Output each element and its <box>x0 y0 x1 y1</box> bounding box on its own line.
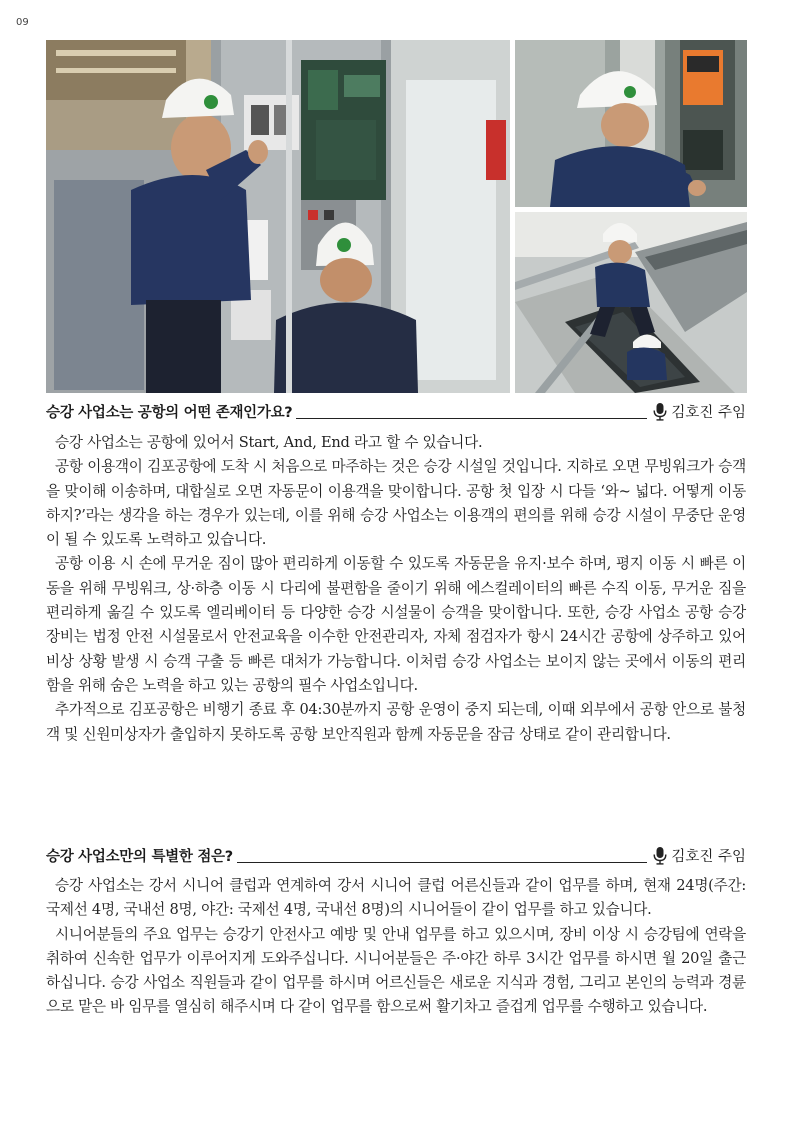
section-2-paragraph: 시니어분들의 주요 업무는 승강기 안전사고 예방 및 안내 업무를 하고 있으시며, 장비 이상 시 승강팀에 연락을 취하여 신속한 업무가 이루어지게 도와주십니다. 시니어분들은 주·야간 하루 3시간 업무를 하시면 월 20일 출근하십니다. 승강 사업소 직원들과 같이 업무를 하시며 어르신들은 새로운 지식과 경험, 그리고 본인의 능력과 경륜으로 맡은 바 임무를 열심히 해주시며 다 같이 업무를 함으로써 활기차고 즐겁게 업무를 수행하고 있습니다. <box>46 925 746 1016</box>
section-1-divider <box>296 418 647 419</box>
section-1-title: 승강 사업소는 공항의 어떤 존재인가요? <box>46 405 293 421</box>
section-1-paragraph: 승강 사업소는 공항에 있어서 Start, And, End 라고 할 수 있습니다. <box>55 434 483 451</box>
microphone-icon <box>653 846 667 865</box>
section-1-paragraph: 공항 이용객이 김포공항에 도착 시 처음으로 마주하는 것은 승강 시설일 것입니다. 지하로 오면 무빙워크가 승객을 맞이해 이송하며, 대합실로 오면 자동문이 이용객을 맞이합니다. 공항 첫 입장 시 다들 ‘와~ 넓다. 어떻게 이동하지?’라는 생각을 하는 경우가 있는데, 이를 위해 승강 사업소는 이용객의 편의를 위해 승강 시설이 무중단 운영이 될 수 있도록 노력하고 있습니다. <box>46 458 746 549</box>
microphone-icon <box>653 402 667 421</box>
page-number: 09 <box>16 17 29 28</box>
section-1-paragraph: 추가적으로 김포공항은 비행기 종료 후 04:30분까지 공항 운영이 중지 되는데, 이때 외부에서 공항 안으로 불청객 및 신원미상자가 출입하지 못하도록 공항 보안직원과 함께 자동문을 잠금 상태로 같이 관리합니다. <box>46 701 746 743</box>
section-1-body <box>46 431 746 747</box>
section-2-paragraph: 승강 사업소는 강서 시니어 클럽과 연계하여 강서 시니어 클럽 어른신들과 같이 업무를 하며, 현재 24명(주간: 국제선 4명, 국내선 8명, 야간: 국제선 4명, 국내선 8명)의 시니어들이 같이 업무를 하고 있습니다. <box>46 877 746 919</box>
section-2-author: 김호진 주임 <box>671 849 746 865</box>
section-2-divider <box>237 862 648 863</box>
photo-moving-walkway-pit <box>515 212 747 393</box>
section-2-header <box>46 842 746 866</box>
section-1-header <box>46 398 746 422</box>
section-2-body <box>46 874 746 1020</box>
section-1-author: 김호진 주임 <box>671 405 746 421</box>
photo-control-unit-inspection <box>515 40 747 207</box>
section-2-title: 승강 사업소만의 특별한 점은? <box>46 849 233 865</box>
photo-elevator-control-panel <box>46 40 510 393</box>
section-1-paragraph: 공항 이용 시 손에 무거운 짐이 많아 편리하게 이동할 수 있도록 자동문을 유지·보수 하며, 평지 이동 시 빠른 이동을 위해 무빙워크, 상·하층 이동 시 다리에 불편함을 줄이기 위해 에스컬레이터의 빠른 수직 이동, 무거운 짐을 편리하게 옮길 수 있도록 엘리베이터 등 다양한 승강 시설물이 승객을 맞이합니다. 또한, 승강 사업소 공항 승강 장비는 법정 안전 시설물로서 안전교육을 이수한 안전관리자, 자체 점검자가 항시 24시간 공항에 상주하고 있어 비상 상황 발생 시 승객 구출 등 빠른 대처가 가능합니다. 이처럼 승강 사업소는 보이지 않는 곳에서 이동의 편리함을 위해 숨은 노력을 하고 있는 공항의 필수 사업소입니다. <box>46 555 746 694</box>
